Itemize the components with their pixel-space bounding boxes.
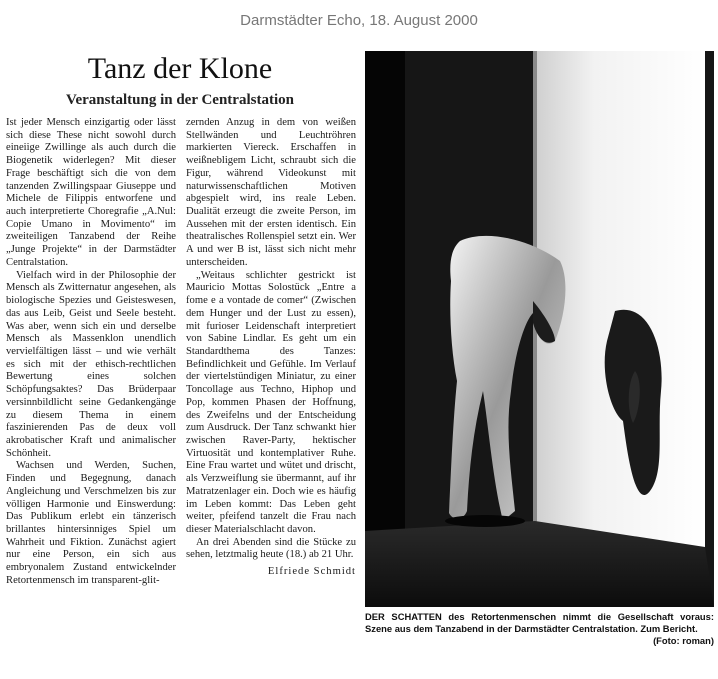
dance-photo [365, 51, 714, 607]
paragraph: Vielfach wird in der Philosophie der Mensch als Zwitternatur angesehen, als biologische Spezies und Geisteswesen, das aus Leib, Geist und Seele besteht. Was aber, wenn sich ein und derselbe Mensch als Massenklon unendlich vervielfältigen lässt – und wie verhält es sich mit der ethisch-rechtlichen Bewertung eines solchen Schöpfungsaktes? Das Brüderpaar versinnbildlicht seine Gedankengänge zu diesem Thema in einem faszinierenden Pas de deux voll akrobatischer Kraft und animalischer Schönheit. [6, 269, 176, 459]
photo-credit: (Foto: roman) [653, 635, 714, 646]
newspaper-source: Darmstädter Echo, 18. August 2000 [240, 12, 478, 29]
paragraph: Ist jeder Mensch einzigartig oder lässt sich diese These nicht sowohl durch eineiige Zwillinge als auch durch die Biogenetik widerlegen? Mit dieser Frage beschäftigt sich die von dem tanzenden Zwillingspaar Giuseppe und Michele de Filippis entworfene und auch interpretierte Choregrafie „A.Nul: Copie Umano in Movimento“ im zweiteiligen Tanzabend der Reihe „Junge Projekte“ in der Darmstädter Centralstation. [6, 117, 176, 268]
photo-caption [365, 611, 714, 647]
subheadline: Veranstaltung in der Centralstation [66, 92, 294, 108]
article-column-2 [186, 117, 356, 579]
paragraph: „Weitaus schlichter gestrickt ist Mauricio Mottas Solostück „Entre a fome e a vontade de comer“ (Zwischen dem Hunger und der Lust zu essen), mit furioser Leidenschaft interpretiert von Sabine Lindlar. Es geht um ein Standardthema des Tanzes: Befindlichkeit und Gefühle. Im Verlauf der viertelstündigen Miniatur, zu einer Toncollage aus Techno, Hiphop und Pop, kommen Phasen der Hoffnung, des Zweifelns und der Entscheidung zum Ausdruck. Der Tanz schwankt hier zwischen Raver-Party, hektischer Virtuosität und kontemplativer Ruhe. Eine Frau wartet und wütet und drischt, als Verzweiflung sie übermannt, auf ihr Matratzenlager ein. Doch wie es häufig im Leben kommt: Das Leben geht weiter, pfeifend tanzelt die Frau nach dieser Materialschlacht davon. [186, 269, 356, 535]
headline: Tanz der Klone [87, 52, 273, 85]
paragraph: Wachsen und Werden, Suchen, Finden und Begegnung, danach Angleichung und Verschmelzen bis zur völligen Harmonie und Einswerdung: Das Publikum erlebt ein tänzerisch brillantes hintersinniges Spiel um Wahrheit und Fiktion. Zunächst agiert nur eine Person, ein sich aus embryonalem Zustand entwickelnder Retortenmensch im transparent-glit- [6, 460, 176, 586]
article-column-1 [6, 117, 176, 588]
author-byline: Elfriede Schmidt [267, 566, 356, 578]
paragraph: zernden Anzug in dem von weißen Stellwänden und Leuchtröhren markierten Viereck. Erschaffen in weißnebligem Licht, schraubt sich die Figur, während Videokunst mit naturwissenschaftlichen Motiven abgespielt wird, ins reale Leben. Dualität erzeugt die zweite Person, im Aussehen mit der ersten identisch. Ein theatralisches Rollenspiel setzt ein. Wer A und wer B ist, lässt sich nicht mehr unterscheiden. [186, 117, 356, 268]
caption-text: DER SCHATTEN des Retortenmenschen nimmt die Gesellschaft voraus: Szene aus dem Tanzabend in der Darmstädter Centralstation. Zum Bericht. [365, 611, 714, 634]
paragraph: An drei Abenden sind die Stücke zu sehen, letztmalig heute (18.) ab 21 Uhr. [186, 536, 356, 561]
